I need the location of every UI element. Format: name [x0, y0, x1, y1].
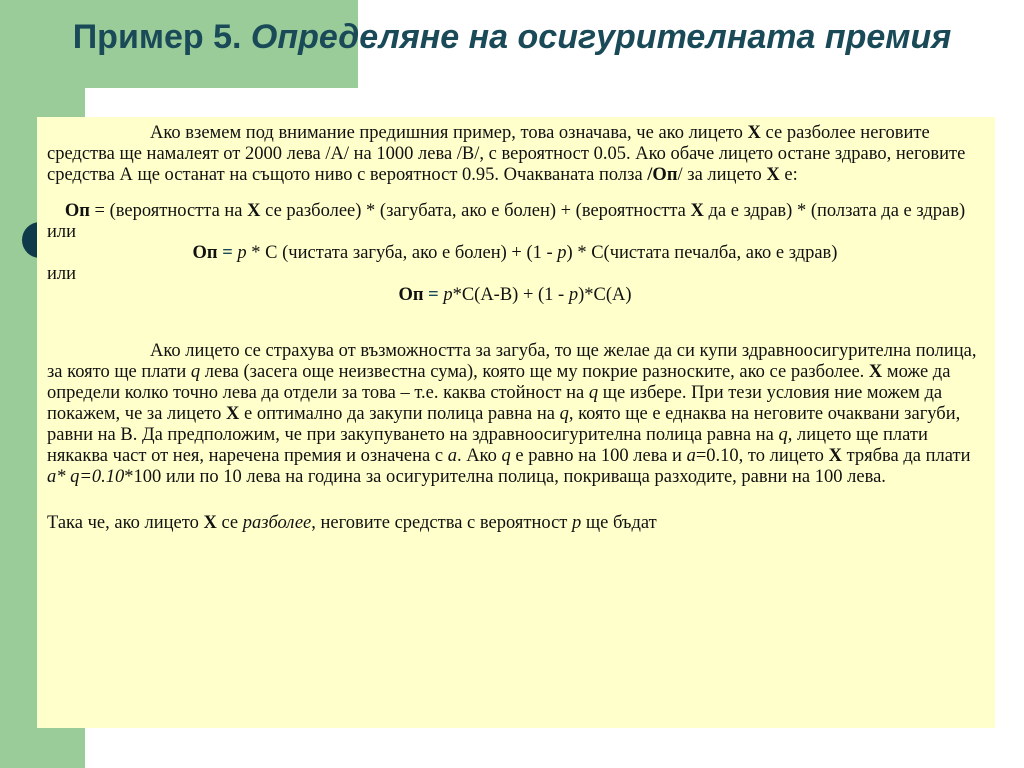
text: се разболее неговите средства ще намалеят от 2000 лева /А/ на 1000 лева /В/, с вероятност 0.05. Ако обаче лицето остане здраво, неговите средства А ще останат на същото ниво с вероятност 0.95. Очакваната полза: [47, 123, 966, 185]
emphasis-text: разболее: [242, 513, 312, 533]
text: ) * С(чистата печалба, ако е здрав): [566, 243, 838, 263]
var-q: q: [501, 446, 511, 466]
paragraph-intro: [47, 123, 983, 186]
equation-3: [47, 285, 983, 306]
text: ще бъдат: [581, 513, 657, 533]
text: може да определи колко точно лева да отдели за това – т.е. каква стойност на: [47, 362, 951, 403]
text: . Ако: [456, 446, 502, 466]
text: е оптимално да закупи полица равна на: [239, 404, 560, 424]
text: =0.10, то лицето: [695, 446, 829, 466]
var-p: р: [572, 513, 582, 533]
text: се разболее) * (загубата, ако е болен) + (вероятността: [260, 201, 691, 221]
op-symbol: Оп: [398, 285, 424, 305]
var-q: q: [190, 362, 201, 382]
text: * С (чистата загуба, ако е болен) + (1 -: [246, 243, 558, 263]
text: = (вероятността на: [89, 201, 248, 221]
text: Така че, ако лицето: [47, 513, 204, 533]
var-p: р: [237, 243, 247, 263]
text: *100 или по 10 лева на година за осигурителна полица, покриваща разходите, равни на 100 лева.: [124, 467, 886, 487]
text: ще избере. При тези условия ние можем да покажем, че за лицето: [47, 383, 943, 424]
text: се: [216, 513, 243, 533]
var-x: Х: [203, 513, 217, 533]
text: Ако вземем под внимание предишния пример, това означава, че ако лицето: [150, 123, 748, 143]
text: Ако лицето се страхува от възможността за загуба, то ще желае да си купи здравноосигурителна полица, за която ще плати: [47, 341, 977, 382]
title-prefix: Пример 5.: [72, 18, 242, 56]
text: , която ще е еднаква на неговите очаквани загуби, равни на В. Да предположим, че при закупуването на здравноосигурителна полица равна на: [47, 404, 961, 445]
text: е равно на 100 лева и: [510, 446, 687, 466]
text: лева (засега още неизвестна сума), която ще му покрие разноските, ако се разболее.: [200, 362, 869, 382]
op-symbol: /Оп: [647, 165, 678, 185]
var-x: Х: [226, 404, 240, 424]
var-q: q: [778, 425, 788, 445]
var-p: р: [443, 285, 453, 305]
var-x: Х: [766, 165, 780, 185]
text: е:: [779, 165, 798, 185]
op-symbol: Оп: [64, 201, 90, 221]
var-p: р: [557, 243, 567, 263]
paragraph-conclusion: [47, 513, 983, 534]
var-x: Х: [747, 123, 761, 143]
var-x: Х: [828, 446, 842, 466]
equation-1: [47, 201, 983, 222]
title-rest: Определяне на осигурителната премия: [241, 18, 952, 56]
or-label-1: или: [47, 222, 77, 242]
var-x: Х: [690, 201, 704, 221]
text: трябва да плати: [841, 446, 971, 466]
var-q: q: [588, 383, 599, 403]
slide-title: [40, 16, 984, 58]
var-q: q: [559, 404, 569, 424]
var-a: а: [686, 446, 696, 466]
or-label-2: или: [47, 264, 77, 284]
paragraph-insurance: [47, 341, 983, 488]
var-x: Х: [247, 201, 261, 221]
text: да е здрав) * (ползата да е здрав): [703, 201, 966, 221]
var-p: р: [568, 285, 579, 305]
var-a: а: [447, 446, 457, 466]
text: *С(А-В) + (1 -: [452, 285, 569, 305]
text: , неговите средства с вероятност: [311, 513, 572, 533]
equals-sign: =: [217, 243, 238, 263]
op-symbol: Оп: [192, 243, 218, 263]
content-panel: [37, 117, 995, 728]
var-x: Х: [868, 362, 883, 382]
equals-sign: =: [423, 285, 444, 305]
formula-expression: а* q=0.10: [47, 467, 125, 487]
text: , лицето ще плати някаква част от нея, наречена премия и означена с: [47, 425, 928, 466]
equation-2: [47, 243, 983, 264]
text: )*С(А): [578, 285, 632, 305]
text: / за лицето: [677, 165, 767, 185]
